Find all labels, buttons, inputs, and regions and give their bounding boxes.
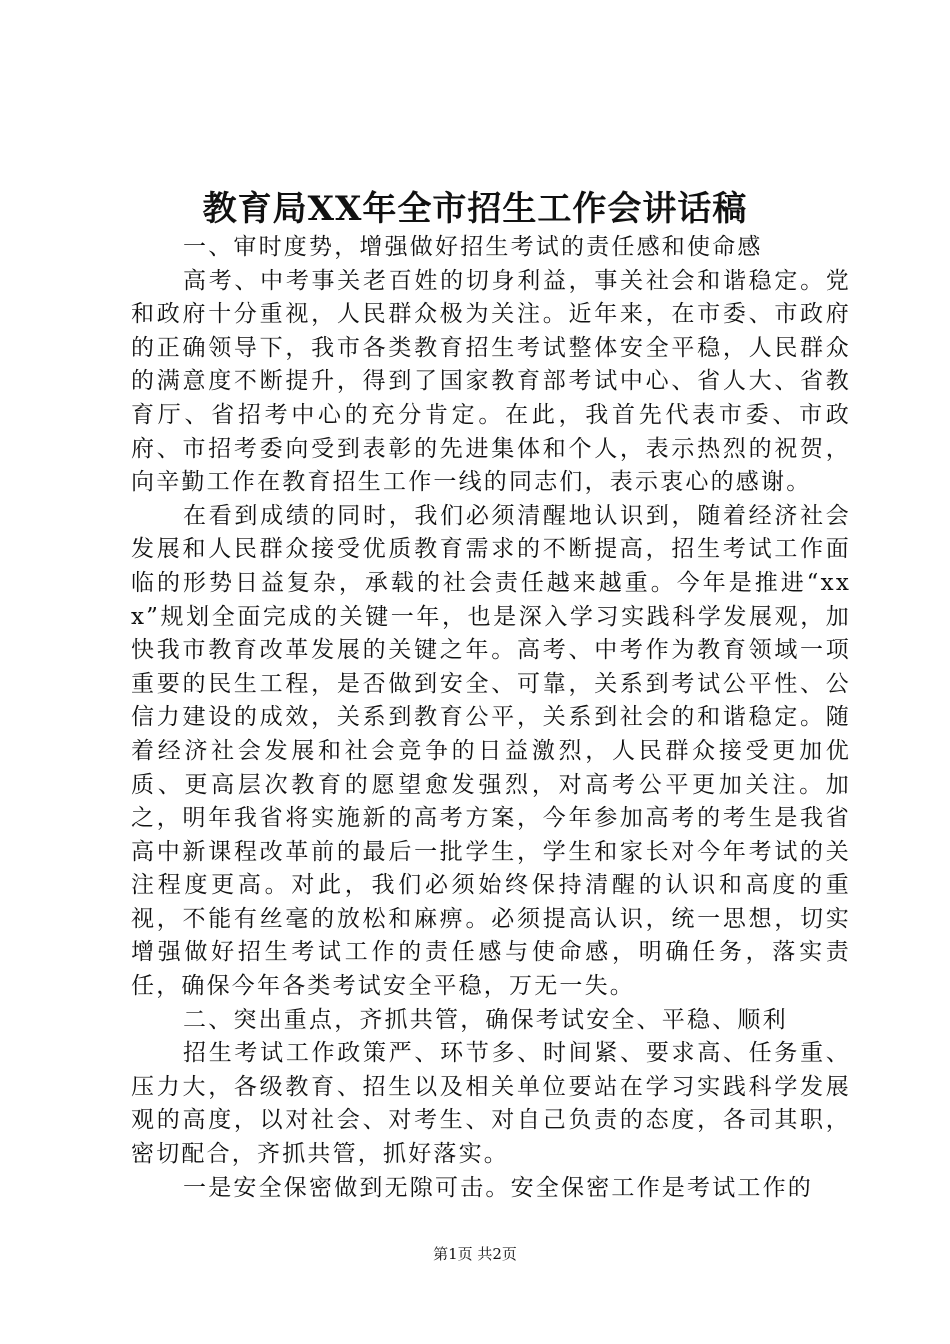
document-body [131,231,851,1205]
document-title: 教育局XX年全市招生工作会讲话稿 [202,189,748,229]
paragraph: 高考、中考事关老百姓的切身利益，事关社会和谐稳定。党和政府十分重视，人民群众极为关注。近年来，在市委、市政府的正确领导下，我市各类教育招生考试整体安全平稳，人民群众的满意度不断提升，得到了国家教育部考试中心、省人大、省教育厅、省招考中心的充分肯定。在此，我首先代表市委、市政府、市招考委向受到表彰的先进集体和个人，表示热烈的祝贺，向辛勤工作在教育招生工作一线的同志们，表示衷心的感谢。 [131,267,851,496]
paragraph: 招生考试工作政策严、环节多、时间紧、要求高、任务重、压力大，各级教育、招生以及相关单位要站在学习实践科学发展观的高度，以对社会、对考生、对自己负责的态度，各司其职，密切配合，齐抓共管，抓好落实。 [131,1040,851,1168]
section-heading-2: 二、突出重点，齐抓共管，确保考试安全、平稳、顺利 [183,1006,788,1033]
section-heading-1: 一、审时度势，增强做好招生考试的责任感和使命感 [183,234,763,260]
paragraph: 一是安全保密做到无隙可击。安全保密工作是考试工作的 [183,1174,813,1201]
page-number-footer: 第1页 共2页 [433,1245,517,1263]
paragraph: 在看到成绩的同时，我们必须清醒地认识到，随着经济社会发展和人民群众接受优质教育需求的不断提高，招生考试工作面临的形势日益复杂，承载的社会责任越来越重。今年是推进“xxx”规划全面完成的关键一年，也是深入学习实践科学发展观，加快我市教育改革发展的关键之年。高考、中考作为教育领域一项重要的民生工程，是否做到安全、可靠，关系到考试公平性、公信力建设的成效，关系到教育公平，关系到社会的和谐稳定。随着经济社会发展和社会竞争的日益激烈，人民群众接受更加优质、更高层次教育的愿望愈发强烈，对高考公平更加关注。加之，明年我省将实施新的高考方案，今年参加高考的考生是我省高中新课程改革前的最后一批学生，学生和家长对今年考试的关注程度更高。对此，我们必须始终保持清醒的认识和高度的重视，不能有丝毫的放松和麻痹。必须提高认识，统一思想，切实增强做好招生考试工作的责任感与使命感，明确任务，落实责任，确保今年各类考试安全平稳，万无一失。 [131,502,851,1000]
